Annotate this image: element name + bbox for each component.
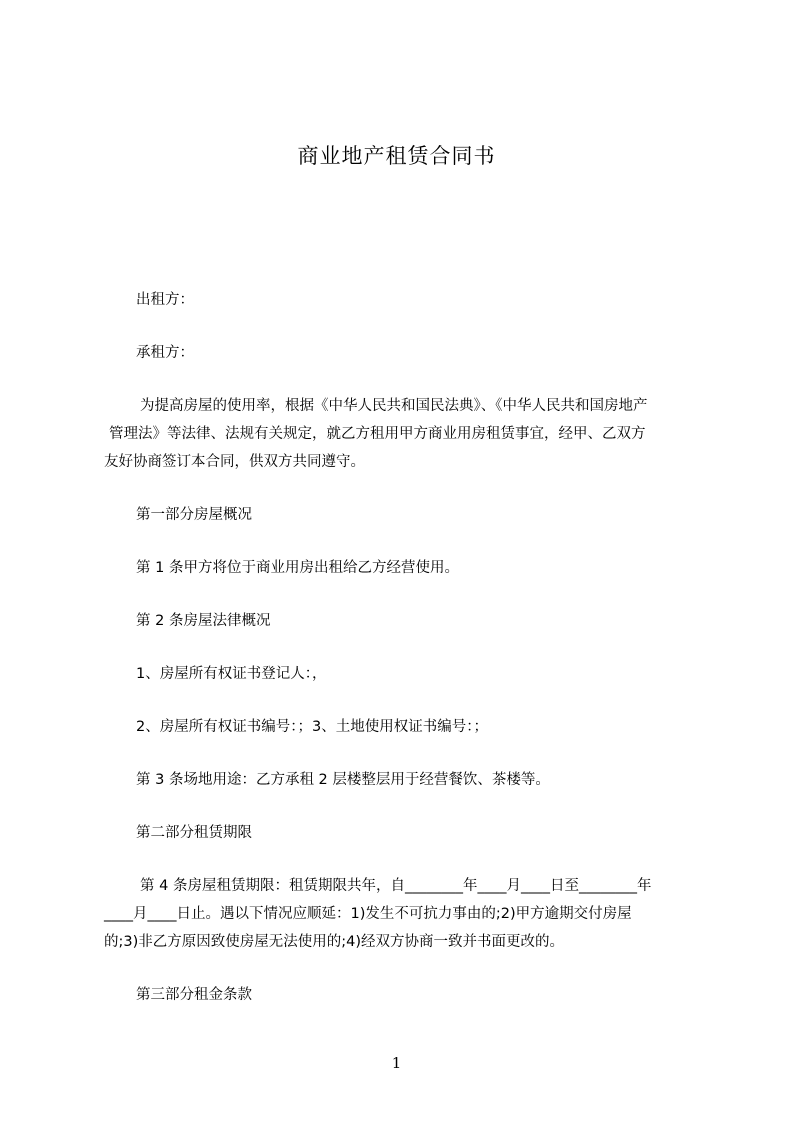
article-2: 第 2 条房屋法律概况	[136, 613, 271, 629]
article-4-line-3: 的;3)非乙方原因致使房屋无法使用的;4)经双方协商一致并书面更改的。	[104, 934, 565, 950]
item-2: 2、房屋所有权证书编号：；3、土地使用权证书编号：；	[136, 719, 488, 735]
page-number: 1	[391, 1054, 402, 1072]
document-title: 商业地产租赁合同书	[297, 144, 496, 168]
article-3: 第 3 条场地用途：乙方承租 2 层楼整层用于经营餐饮、茶楼等。	[136, 772, 550, 788]
lessee-label: 承租方：	[136, 345, 194, 361]
lessor-label: 出租方：	[136, 292, 194, 308]
intro-line-1: 为提高房屋的使用率，根据《中华人民共和国民法典》、《中华人民共和国房地产	[140, 398, 648, 414]
part1-heading: 第一部分房屋概况	[136, 507, 252, 523]
article-4-line-2: ____月____日止。遇以下情况应顺延：1)发生不可抗力事由的;2)甲方逾期交付房屋	[104, 906, 632, 922]
part2-heading: 第二部分租赁期限	[136, 825, 252, 841]
article-1: 第 1 条甲方将位于商业用房出租给乙方经营使用。	[136, 560, 459, 576]
article-4-line-1: 第 4 条房屋租赁期限：租赁期限共年，自________年____月____日至________年	[140, 878, 652, 894]
intro-line-3: 友好协商签订本合同，供双方共同遵守。	[104, 454, 365, 470]
item-1: 1、房屋所有权证书登记人：，	[136, 666, 327, 682]
intro-line-2: 管理法》等法律、法规有关规定，就乙方租用甲方商业用房租赁事宜，经甲、乙双方	[109, 426, 646, 442]
part3-heading: 第三部分租金条款	[136, 987, 252, 1003]
